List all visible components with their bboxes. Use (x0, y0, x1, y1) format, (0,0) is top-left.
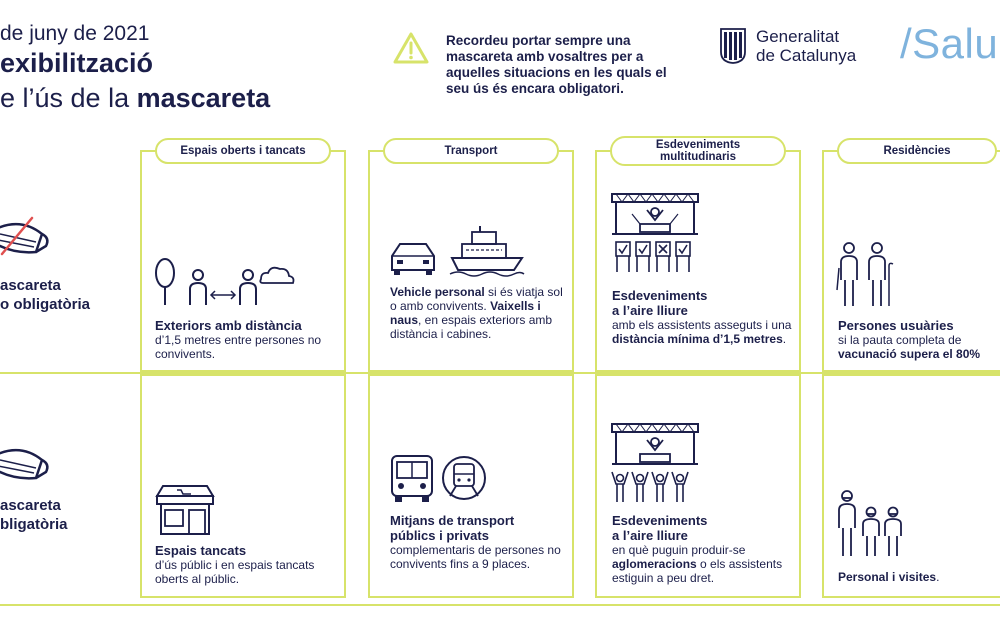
cell-r2c4-text: Personal i visites. (838, 570, 940, 584)
generalitat-logo-icon (720, 28, 746, 64)
card-residences-bottom (822, 374, 1000, 598)
cell-r2c1-text: Espais tancats d’ús públic i en espais tancats oberts al públic. (155, 543, 315, 586)
cell-r2c3-text: Esdeveniments a l’aire lliure en què puguin produir-se aglomeracions o els assistents estiguin a peu dret. (612, 513, 783, 585)
generalitat-name: Generalitat de Catalunya (756, 27, 857, 65)
tab-transport: Transport (383, 138, 559, 164)
tab-mass-events: Esdeveniments multitudinaris (610, 136, 786, 166)
row-divider-bottom (0, 604, 1000, 606)
tab-open-closed-spaces: Espais oberts i tancats (155, 138, 331, 164)
row-label-not-required: ascareta o obligatòria (0, 277, 90, 313)
outdoor-distance-icon (153, 255, 298, 307)
staff-visitors-icon (835, 488, 905, 560)
cell-r1c3-text: Esdeveniments a l’aire lliure amb els assistents asseguts i una distància mínima d’1,5 metres. (612, 288, 792, 346)
tab-residences: Residències (837, 138, 997, 164)
cell-r1c1-text: Exteriors amb distància d’1,5 metres entre persones no convivents. (155, 318, 322, 361)
notice-text: Recordeu portar sempre una mascareta amb vosaltres per a aquelles situacions en les quals el seu ús és encara obligatori. (446, 33, 667, 96)
page-title-line2: e l’ús de la mascareta (0, 83, 271, 113)
stage-crowd-icon (610, 420, 700, 506)
stage-seated-icon (610, 190, 700, 280)
header-date: de juny de 2021 (0, 22, 150, 45)
cell-r1c4-text: Persones usuàries si la pauta completa de vacunació supera el 80% (838, 318, 981, 361)
cell-r2c2-text: Mitjans de transport públics i privats complementaris de persones no convivents fins a 9 places. (390, 513, 561, 571)
shop-icon (155, 480, 215, 536)
mask-crossed-icon (0, 214, 52, 262)
car-ship-icon (388, 222, 528, 278)
elderly-persons-icon (835, 240, 895, 310)
page-title-line1: exibilització (0, 48, 154, 78)
bus-train-icon (388, 452, 488, 504)
salut-logo: /Salu (900, 20, 999, 67)
cell-r1c2-text: Vehicle personal si és viatja sol o amb convivents. Vaixells i naus, en espais exteriors amb distància i cabines. (390, 285, 563, 341)
warning-icon (393, 32, 429, 64)
mask-icon (0, 440, 52, 488)
row-label-required: ascareta bligatòria (0, 497, 68, 533)
